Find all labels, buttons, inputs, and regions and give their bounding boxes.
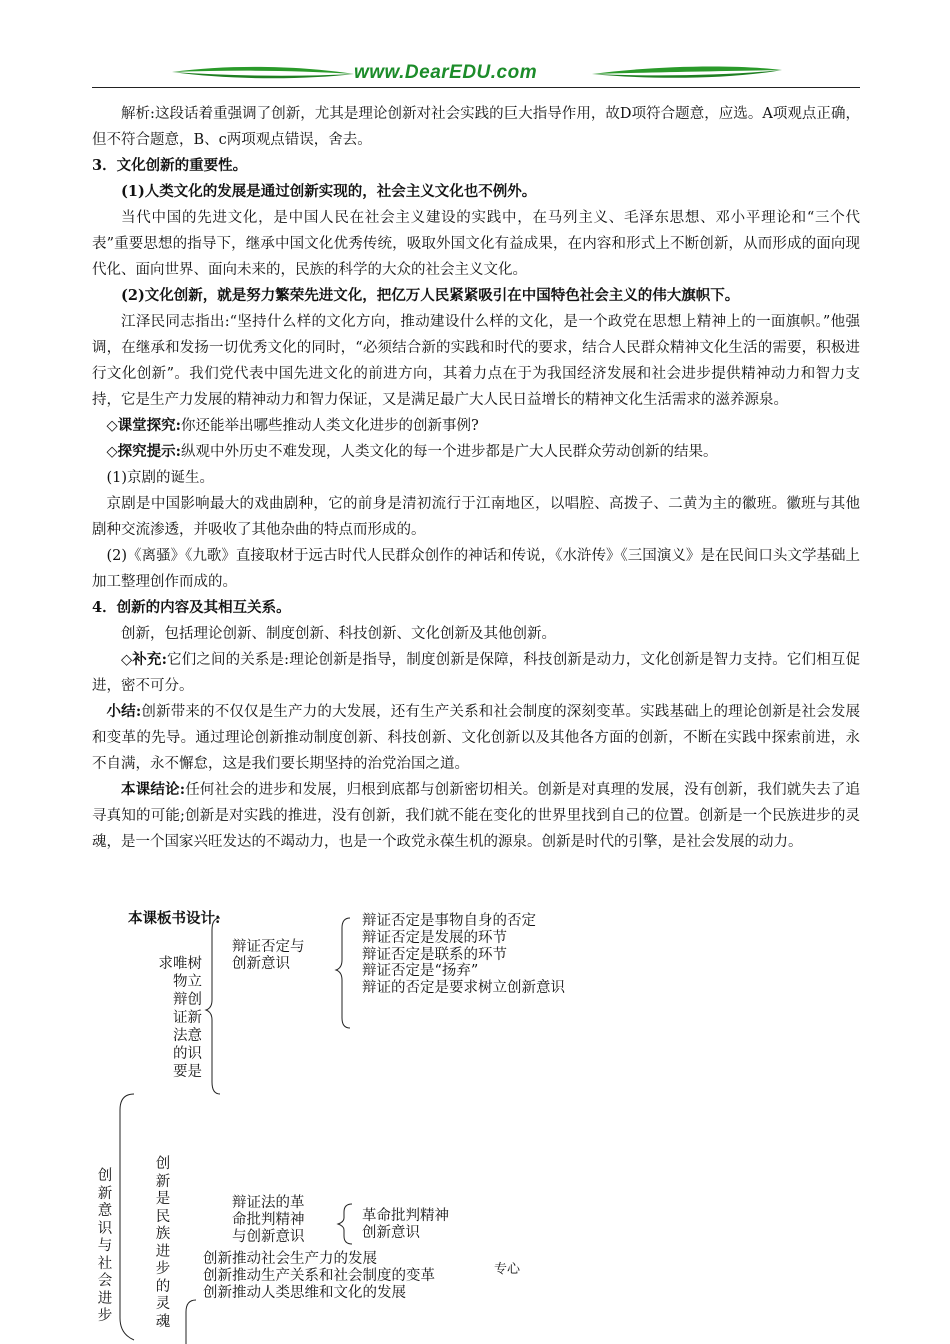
question-label: ◇课堂探究: [106, 417, 182, 434]
body-paragraph: 江泽民同志指出:“坚持什么样的文化方向，推动建设什么样的文化，是一个政党在思想上精神上的一面旗帜。”他强调，在继承和发扬一切优秀文化的同时，“必须结合新的实践和时代的要求，结合人民群众精神文化生活的需要，积极进行文化创新”。我们党代表中国先进文化的前进方向，其着力点在于为我国经济发展和社会进步提供精神动力和智力支持，它是生产力发展的精神动力和智力保证，又是满足最广大人民日益增长的精神文化生活需求的滋养源泉。 [92, 314, 860, 408]
subheading-3-1: (1)人类文化的发展是通过创新实现的，社会主义文化也不例外。 [121, 183, 537, 200]
section-heading-3: 3．文化创新的重要性。 [92, 157, 248, 174]
board-item: 辩证的否定是要求树立创新意识 [362, 980, 565, 996]
board-item: 辩证否定是“扬弃” [362, 963, 479, 979]
body-paragraph: 创新，包括理论创新、制度创新、科技创新、文化创新及其他创新。 [121, 626, 556, 642]
vertical-label-1-text [150, 955, 202, 1081]
supplement-text: 它们之间的关系是:理论创新是指导，制度创新是保障，科技创新是动力，文化创新是智力支持。它们相互促进，密不可分。 [92, 652, 860, 694]
board-item: 辩证否定是事物自身的否定 [362, 913, 536, 929]
board-item: 创新推动生产关系和社会制度的变革 [203, 1268, 435, 1284]
vertical-label-1-row: 求唯树 [158, 956, 202, 972]
footer-note: 专心 [494, 1262, 521, 1277]
vertical-label-1-row: 辩创 [173, 992, 202, 1008]
hint-label: ◇探究提示: [106, 443, 182, 460]
board-title: 本课板书设计: [128, 910, 221, 927]
body-paragraph: 当代中国的先进文化，是中国人民在社会主义建设的实践中，在马列主义、毛泽东思想、邓小平理论和“三个代表”重要思想的指导下，继承中国文化优秀传统，吸取外国文化有益成果，在内容和形式上不断创新，从而形成的面向现代化、面向世界、面向未来的，民族的科学的大众的社会主义文化。 [92, 210, 860, 278]
board-sub2-line1: 辩证法的革 [232, 1195, 305, 1211]
supplement-label: ◇补充: [121, 651, 167, 668]
hint-text: 纵观中外历史不难发现，人类文化的每一个进步都是广大人民群众劳动创新的结果。 [181, 444, 718, 460]
board-sub1-line2: 创新意识 [232, 956, 290, 972]
subheading-3-2: (2)文化创新，就是努力繁荣先进文化，把亿万人民紧紧吸引在中国特色社会主义的伟大旗帜下。 [121, 287, 740, 304]
list-item: (2)《离骚》《九歌》直接取材于远古时代人民群众创作的神话和传说，《水浒传》《三国演义》是在民间口头文学基础上加工整理创作而成的。 [92, 548, 860, 590]
summary-label: 小结: [106, 703, 142, 720]
vertical-label-2: 创新是民族进步的灵魂 [155, 1156, 171, 1330]
board-item: 辩证否定是发展的环节 [362, 930, 507, 946]
vertical-label-1-row: 要是 [173, 1064, 202, 1080]
board-item: 创新意识 [362, 1225, 420, 1241]
board-item: 创新推动社会生产力的发展 [203, 1251, 377, 1267]
body-paragraph: 京剧是中国影响最大的戏曲剧种，它的前身是清初流行于江南地区，以唱腔、高拨子、二黄为主的徽班。徽班与其他剧种交流渗透，并吸收了其他杂曲的特点而形成的。 [92, 496, 860, 538]
section-heading-4: 4．创新的内容及其相互关系。 [92, 599, 291, 616]
board-item: 创新推动人类思维和文化的发展 [203, 1285, 406, 1301]
vertical-label-1-row: 证新 [173, 1010, 202, 1026]
board-item: 辩证否定是联系的环节 [362, 947, 507, 963]
board-sub1-line1: 辩证否定与 [232, 939, 305, 955]
site-logo[interactable]: www.DearEDU.com [354, 62, 538, 83]
vertical-label-outer: 创新意识与社会进步 [97, 1168, 113, 1324]
analysis-paragraph: 解析:这段话着重强调了创新，尤其是理论创新对社会实践的巨大指导作用，故D项符合题意，应选。A项观点正确，但不符合题意，B、c两项观点错误，舍去。 [92, 106, 860, 148]
board-item: 革命批判精神 [362, 1208, 449, 1224]
vertical-label-1-row: 物立 [173, 974, 202, 990]
vertical-label-1-row: 法意 [173, 1028, 202, 1044]
summary-text: 创新带来的不仅仅是生产力的大发展，还有生产关系和社会制度的深刻变革。实践基础上的理论创新是社会发展和变革的先导。通过理论创新推动制度创新、科技创新、文化创新以及其他各方面的创新，不断在实践中探索前进，永不自满，永不懈怠，这是我们要长期坚持的治党治国之道。 [92, 704, 861, 772]
board-sub2-line2: 命批判精神 [232, 1212, 305, 1228]
vertical-label-1-row: 的识 [173, 1046, 202, 1062]
conclusion-text: 任何社会的进步和发展，归根到底都与创新密切相关。创新是对真理的发展，没有创新，我们就失去了追寻真知的可能;创新是对实践的推进，没有创新，我们就不能在变化的世界里找到自己的位置。创新是一个民族进步的灵魂，是一个国家兴旺发达的不竭动力，也是一个政党永葆生机的源泉。创新是时代的引擎，是社会发展的动力。 [92, 782, 860, 850]
conclusion-label: 本课结论: [121, 781, 186, 798]
board-sub2-line3: 与创新意识 [232, 1229, 305, 1245]
list-item: (1)京剧的诞生。 [106, 470, 215, 486]
question-text: 你还能举出哪些推动人类文化进步的创新事例? [181, 418, 479, 434]
